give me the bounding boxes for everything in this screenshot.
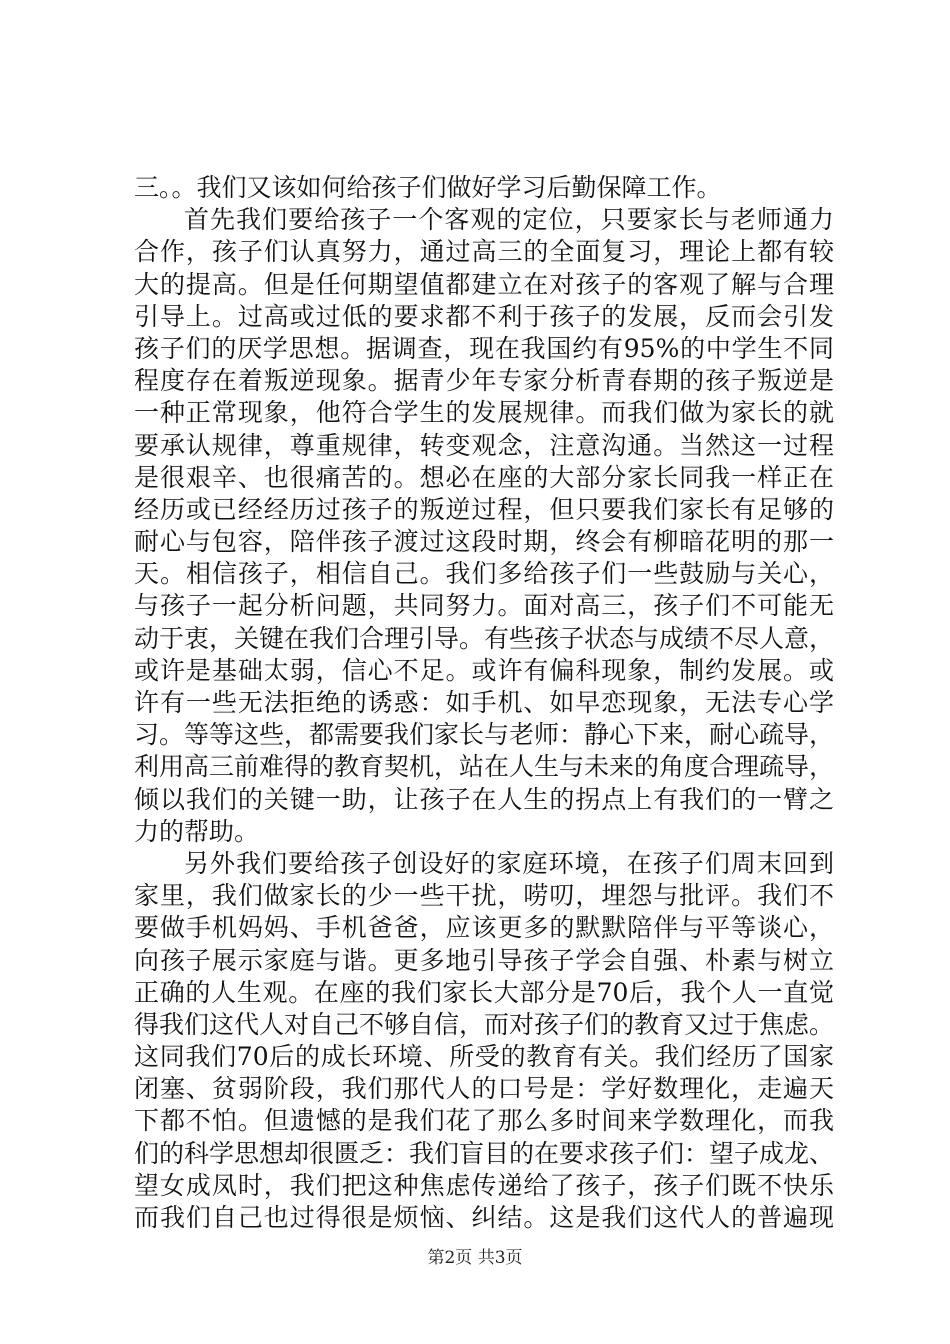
text-line: 是很艰辛、也很痛苦的。想必在座的大部分家长同我一样正在 <box>134 462 834 492</box>
text-line: 天。相信孩子，相信自己。我们多给孩子们一些鼓励与关心， <box>134 559 834 589</box>
text-line: 耐心与包容，陪伴孩子渡过这段时期，终会有柳暗花明的那一 <box>134 527 834 557</box>
text-line: 要承认规律，尊重规律，转变观念，注意沟通。当然这一过程 <box>134 430 834 460</box>
text-line: 这同我们70后的成长环境、所受的教育有关。我们经历了国家 <box>134 1042 834 1072</box>
text-line: 引导上。过高或过低的要求都不利于孩子的发展，反而会引发 <box>134 301 834 331</box>
text-line: 程度存在着叛逆现象。据青少年专家分析青春期的孩子叛逆是 <box>134 366 834 396</box>
text-line: 合作，孩子们认真努力，通过高三的全面复习，理论上都有较 <box>134 237 834 267</box>
text-line: 三。。我们又该如何给孩子们做好学习后勤保障工作。 <box>134 173 722 202</box>
text-line: 另外我们要给孩子创设好的家庭环境，在孩子们周末回到 <box>184 848 834 878</box>
text-line: 孩子们的厌学思想。据调查，现在我国约有95%的中学生不同 <box>134 333 834 363</box>
text-line: 而我们自己也过得很是烦恼、纠结。这是我们这代人的普遍现 <box>134 1203 834 1232</box>
text-line: 大的提高。但是任何期望值都建立在对孩子的客观了解与合理 <box>134 269 834 299</box>
text-line: 正确的人生观。在座的我们家长大部分是70后，我个人一直觉 <box>134 977 834 1007</box>
text-line: 经历或已经经历过孩子的叛逆过程，但只要我们家长有足够的 <box>134 494 834 524</box>
text-line: 或许是基础太弱，信心不足。或许有偏科现象，制约发展。或 <box>134 655 834 685</box>
text-line: 倾以我们的关键一助，让孩子在人生的拐点上有我们的一臂之 <box>134 784 834 814</box>
text-line: 动于衷，关键在我们合理引导。有些孩子状态与成绩不尽人意， <box>134 623 834 653</box>
text-line: 许有一些无法拒绝的诱惑：如手机、如早恋现象，无法专心学 <box>134 688 834 717</box>
text-line: 首先我们要给孩子一个客观的定位，只要家长与老师通力 <box>184 205 834 235</box>
text-line: 家里，我们做家长的少一些干扰，唠叨，埋怨与批评。我们不 <box>134 881 834 911</box>
text-line: 们的科学思想却很匮乏：我们盲目的在要求孩子们：望子成龙、 <box>134 1138 834 1168</box>
text-line: 要做手机妈妈、手机爸爸，应该更多的默默陪伴与平等谈心， <box>134 913 834 943</box>
text-line: 得我们这代人对自己不够自信，而对孩子们的教育又过于焦虑。 <box>134 1009 834 1039</box>
page-number-footer: 第2页 共3页 <box>427 1248 523 1268</box>
body-text <box>134 172 834 1234</box>
text-line: 闭塞、贫弱阶段，我们那代人的口号是：学好数理化，走遍天 <box>134 1074 834 1104</box>
text-line: 习。等等这些，都需要我们家长与老师：静心下来，耐心疏导， <box>134 720 834 750</box>
text-line: 向孩子展示家庭与谐。更多地引导孩子学会自强、朴素与树立 <box>134 945 834 975</box>
text-line: 一种正常现象，他符合学生的发展规律。而我们做为家长的就 <box>134 398 834 428</box>
text-line: 利用高三前难得的教育契机，站在人生与未来的角度合理疏导， <box>134 752 834 782</box>
text-line: 与孩子一起分析问题，共同努力。面对高三，孩子们不可能无 <box>134 591 834 621</box>
text-line: 力的帮助。 <box>134 816 260 846</box>
text-line: 望女成凤时，我们把这种焦虑传递给了孩子，孩子们既不快乐 <box>134 1170 834 1200</box>
text-line: 下都不怕。但遗憾的是我们花了那么多时间来学数理化，而我 <box>134 1106 834 1136</box>
